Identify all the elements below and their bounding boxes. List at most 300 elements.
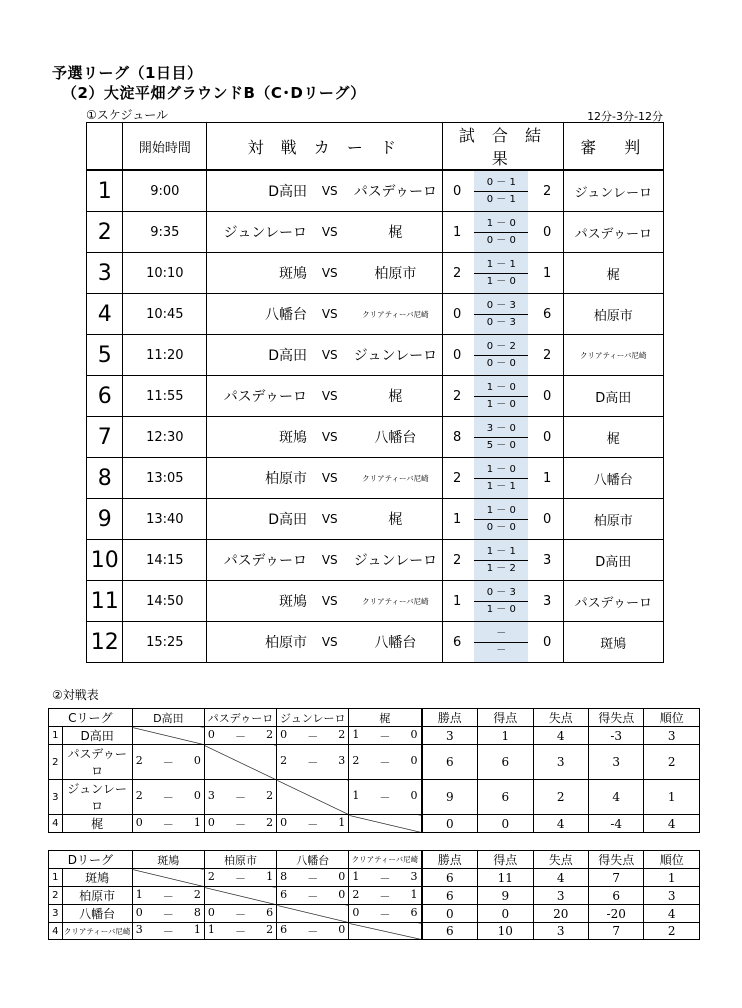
half-scores	[471, 335, 532, 376]
dash: －	[307, 756, 319, 769]
second-half-score: 1 － 0	[486, 398, 516, 410]
home-score: 6	[443, 622, 471, 663]
goals-for: 0	[135, 815, 143, 829]
league-row	[49, 905, 700, 923]
dash: －	[235, 791, 246, 804]
away-score: 6	[532, 294, 563, 335]
stat-value: 0	[422, 905, 478, 923]
home-team: D高田	[207, 499, 311, 540]
dash: －	[235, 729, 246, 743]
stat-value: 6	[478, 780, 533, 815]
result-cell	[204, 815, 276, 833]
page-title: 予選リーグ（1日目）	[52, 64, 203, 82]
stat-header: 得点	[478, 851, 533, 869]
stat-value: 3	[533, 923, 588, 940]
goals-for: 2	[207, 869, 215, 883]
team-name: ジュンレーロ	[62, 780, 132, 815]
match-time: 10:10	[123, 253, 207, 294]
self-match-cell	[132, 869, 204, 887]
row-index: 4	[49, 815, 63, 833]
result-cell	[132, 745, 204, 780]
versus-label: VS	[311, 540, 349, 581]
first-half-score: 0 － 3	[474, 585, 528, 602]
stat-value: 4	[533, 869, 588, 887]
match-number: 9	[87, 499, 123, 540]
match-time: 11:55	[123, 376, 207, 417]
stat-value: 9	[422, 780, 478, 815]
league-title: Cリーグ	[49, 709, 133, 727]
result-cell	[349, 869, 422, 887]
goals-against: 0	[410, 789, 418, 802]
stat-value: 4	[644, 905, 700, 923]
away-team: クリアティーバ尼崎	[349, 294, 443, 335]
stat-value: 1	[644, 780, 700, 815]
goals-against: 1	[410, 887, 418, 901]
half-scores	[471, 376, 532, 417]
away-score: 1	[532, 458, 563, 499]
referee: パスデゥーロ	[563, 581, 663, 622]
first-half-score: 1 － 1	[474, 257, 528, 274]
opponent-header: 八幡台	[277, 851, 349, 869]
half-scores	[471, 417, 532, 458]
self-match-cell	[204, 745, 276, 780]
goals-for: 8	[280, 869, 288, 883]
away-team: 梶	[349, 212, 443, 253]
first-half-score: －	[474, 626, 528, 643]
match-time: 13:40	[123, 499, 207, 540]
league-header	[49, 851, 700, 869]
match-row	[87, 581, 664, 622]
home-score: 2	[443, 376, 471, 417]
goals-against: 1	[193, 815, 201, 829]
stat-value: 20	[533, 905, 588, 923]
away-score: 3	[532, 581, 563, 622]
dash: －	[379, 871, 391, 885]
stat-value: 3	[533, 887, 588, 905]
d-league-table	[48, 850, 700, 940]
goals-for: 2	[280, 754, 288, 767]
stat-value: 3	[422, 727, 478, 745]
match-number: 7	[87, 417, 123, 458]
stat-header: 順位	[644, 851, 700, 869]
result-cell	[349, 887, 422, 905]
dash: －	[307, 889, 319, 903]
goals-against: 0	[338, 887, 346, 901]
home-score: 8	[443, 417, 471, 458]
goals-against: 1	[338, 815, 346, 829]
half-scores	[471, 581, 532, 622]
dash: －	[162, 756, 174, 769]
self-match-cell	[277, 905, 349, 923]
referee: 梶	[563, 417, 663, 458]
versus-label: VS	[311, 170, 349, 212]
goals-for: 1	[135, 887, 143, 901]
dash: －	[379, 756, 391, 769]
row-index: 2	[49, 887, 63, 905]
referee: D高田	[563, 540, 663, 581]
away-team: 八幡台	[349, 622, 443, 663]
match-row	[87, 499, 664, 540]
half-scores	[471, 294, 532, 335]
league-row	[49, 869, 700, 887]
self-match-cell	[132, 727, 204, 745]
away-team: クリアティーバ尼崎	[349, 458, 443, 499]
home-team: 柏原市	[207, 622, 311, 663]
versus-label: VS	[311, 212, 349, 253]
dash: －	[379, 889, 391, 903]
match-row	[87, 294, 664, 335]
home-team: ジュンレーロ	[207, 212, 311, 253]
result-cell	[204, 905, 276, 923]
home-team: 柏原市	[207, 458, 311, 499]
dash: －	[235, 817, 246, 831]
goals-against: 0	[338, 923, 346, 936]
stat-header: 得点	[478, 709, 533, 727]
result-cell	[132, 815, 204, 833]
stat-value: 2	[644, 745, 700, 780]
dash: －	[379, 791, 391, 804]
away-score: 0	[532, 417, 563, 458]
away-team: 梶	[349, 376, 443, 417]
goals-against: 6	[410, 905, 418, 919]
goals-against: 0	[338, 869, 346, 883]
result-cell	[349, 745, 422, 780]
home-team: 八幡台	[207, 294, 311, 335]
result-cell	[277, 923, 349, 940]
header-start: 開始時間	[123, 123, 207, 171]
match-number: 8	[87, 458, 123, 499]
goals-for: 2	[352, 887, 360, 901]
result-cell	[204, 923, 276, 940]
match-number: 12	[87, 622, 123, 663]
dash: －	[162, 907, 174, 921]
goals-for: 0	[207, 905, 215, 919]
stat-value: 0	[422, 815, 478, 833]
half-scores	[471, 622, 532, 663]
opponent-header: ジュンレーロ	[277, 709, 349, 727]
referee: クリアティーバ尼崎	[563, 335, 663, 376]
stat-header: 得失点	[588, 709, 643, 727]
stat-value: 10	[478, 923, 533, 940]
league-row	[49, 887, 700, 905]
second-half-score: 5 － 0	[486, 439, 516, 451]
dash: －	[162, 817, 174, 831]
second-half-score: 0 － 1	[486, 193, 516, 205]
goals-against: 0	[193, 789, 201, 802]
c-league-table	[48, 708, 700, 833]
dash: －	[307, 925, 319, 938]
match-row	[87, 417, 664, 458]
away-team: パスデゥーロ	[349, 170, 443, 212]
goals-against: 0	[410, 754, 418, 767]
goals-for: 2	[135, 754, 143, 767]
goals-for: 0	[207, 727, 215, 741]
league-row	[49, 727, 700, 745]
goals-for: 6	[280, 923, 288, 936]
away-score: 2	[532, 170, 563, 212]
row-index: 3	[49, 905, 63, 923]
stat-value: 3	[533, 745, 588, 780]
opponent-header: 柏原市	[204, 851, 276, 869]
referee: ジュンレーロ	[563, 170, 663, 212]
second-half-score: 1 － 0	[486, 275, 516, 287]
versus-label: VS	[311, 581, 349, 622]
home-score: 0	[443, 335, 471, 376]
home-team: 斑鳩	[207, 253, 311, 294]
result-cell	[277, 869, 349, 887]
goals-against: 6	[266, 905, 274, 919]
league-title: Dリーグ	[49, 851, 133, 869]
stat-value: 3	[644, 727, 700, 745]
goals-for: 1	[352, 869, 360, 883]
result-cell	[204, 780, 276, 815]
league-row	[49, 780, 700, 815]
result-cell	[349, 905, 422, 923]
home-team: 斑鳩	[207, 417, 311, 458]
stat-value: 6	[422, 745, 478, 780]
home-score: 2	[443, 458, 471, 499]
stat-value: 6	[422, 923, 478, 940]
first-half-score: 1 － 0	[474, 380, 528, 397]
second-half-score: 0 － 3	[486, 316, 516, 328]
stat-value: 7	[588, 869, 643, 887]
dash: －	[235, 907, 246, 921]
goals-for: 0	[280, 815, 288, 829]
away-team: ジュンレーロ	[349, 335, 443, 376]
league-header	[49, 709, 700, 727]
match-time: 10:45	[123, 294, 207, 335]
stat-value: 1	[478, 727, 533, 745]
goals-against: 2	[193, 887, 201, 901]
match-number: 3	[87, 253, 123, 294]
goals-against: 0	[193, 754, 201, 767]
match-row	[87, 458, 664, 499]
league-row	[49, 923, 700, 940]
goals-for: 0	[280, 727, 288, 741]
dash: －	[162, 889, 174, 903]
second-half-score: 0 － 0	[486, 357, 516, 369]
dash: －	[235, 871, 246, 885]
stat-header: 得失点	[588, 851, 643, 869]
match-number: 2	[87, 212, 123, 253]
stat-value: 0	[478, 905, 533, 923]
referee: 斑鳩	[563, 622, 663, 663]
team-name: パスデゥーロ	[62, 745, 132, 780]
header-blank	[87, 123, 123, 171]
dash: －	[162, 791, 174, 804]
second-half-score: 1 － 2	[486, 562, 516, 574]
self-match-cell	[349, 923, 422, 940]
versus-label: VS	[311, 499, 349, 540]
second-half-score: 1 － 0	[486, 603, 516, 615]
match-number: 5	[87, 335, 123, 376]
half-scores	[471, 212, 532, 253]
result-cell	[204, 727, 276, 745]
goals-against: 2	[266, 815, 274, 829]
goals-for: 6	[280, 887, 288, 901]
venue-title: （2）大淀平畑グラウンドB（C･Dリーグ）	[62, 84, 366, 102]
referee: 柏原市	[563, 294, 663, 335]
row-index: 4	[49, 923, 63, 940]
match-format: 12分-3分-12分	[587, 110, 663, 123]
stat-value: 2	[644, 923, 700, 940]
away-team: 八幡台	[349, 417, 443, 458]
team-name: 柏原市	[62, 887, 132, 905]
first-half-score: 0 － 2	[474, 339, 528, 356]
stat-header: 失点	[533, 709, 588, 727]
versus-label: VS	[311, 335, 349, 376]
match-number: 6	[87, 376, 123, 417]
second-half-score: 1 － 1	[486, 480, 516, 492]
goals-for: 2	[135, 789, 143, 802]
away-score: 3	[532, 540, 563, 581]
half-scores	[471, 170, 532, 212]
opponent-header: クリアティーバ尼崎	[349, 851, 422, 869]
result-cell	[132, 780, 204, 815]
match-number: 1	[87, 170, 123, 212]
away-score: 2	[532, 335, 563, 376]
row-index: 1	[49, 869, 63, 887]
goals-for: 0	[352, 905, 360, 919]
match-time: 14:15	[123, 540, 207, 581]
row-index: 1	[49, 727, 63, 745]
self-match-cell	[277, 780, 349, 815]
goals-against: 0	[410, 727, 418, 741]
league-row	[49, 815, 700, 833]
home-score: 2	[443, 540, 471, 581]
match-row	[87, 170, 664, 212]
goals-against: 2	[266, 789, 274, 802]
stat-value: -4	[588, 815, 643, 833]
stat-value: 3	[644, 887, 700, 905]
home-score: 1	[443, 581, 471, 622]
away-team: ジュンレーロ	[349, 540, 443, 581]
goals-for: 2	[352, 754, 360, 767]
goals-for: 1	[207, 923, 215, 936]
home-team: D高田	[207, 335, 311, 376]
opponent-header: D高田	[132, 709, 204, 727]
team-name: D高田	[62, 727, 132, 745]
home-team: パスデゥーロ	[207, 376, 311, 417]
result-cell	[132, 905, 204, 923]
result-cell	[349, 727, 422, 745]
half-scores	[471, 540, 532, 581]
dash: －	[162, 925, 174, 938]
match-time: 12:30	[123, 417, 207, 458]
match-row	[87, 253, 664, 294]
versus-label: VS	[311, 253, 349, 294]
first-half-score: 0 － 1	[474, 175, 528, 192]
team-name: クリアティーバ尼崎	[62, 923, 132, 940]
dash: －	[307, 817, 319, 831]
stat-header: 順位	[644, 709, 700, 727]
stat-value: 4	[644, 815, 700, 833]
stat-header: 勝点	[422, 851, 478, 869]
first-half-score: 0 － 3	[474, 298, 528, 315]
match-number: 4	[87, 294, 123, 335]
match-time: 13:05	[123, 458, 207, 499]
first-half-score: 3 － 0	[474, 421, 528, 438]
opponent-header: 梶	[349, 709, 422, 727]
stat-value: -3	[588, 727, 643, 745]
home-score: 0	[443, 294, 471, 335]
referee: 梶	[563, 253, 663, 294]
home-team: パスデゥーロ	[207, 540, 311, 581]
stat-header: 勝点	[422, 709, 478, 727]
row-index: 2	[49, 745, 63, 780]
header-card: 対 戦 カ ー ド	[207, 123, 443, 171]
goals-against: 3	[338, 754, 346, 767]
half-scores	[471, 499, 532, 540]
self-match-cell	[204, 887, 276, 905]
versus-label: VS	[311, 376, 349, 417]
stat-value: 4	[588, 780, 643, 815]
away-score: 0	[532, 376, 563, 417]
versus-label: VS	[311, 622, 349, 663]
first-half-score: 1 － 1	[474, 544, 528, 561]
dash: －	[307, 871, 319, 885]
match-time: 15:25	[123, 622, 207, 663]
match-time: 14:50	[123, 581, 207, 622]
dash: －	[379, 729, 391, 743]
goals-against: 1	[193, 923, 201, 936]
match-row	[87, 540, 664, 581]
opponent-header: 斑鳩	[132, 851, 204, 869]
result-cell	[132, 887, 204, 905]
goals-for: 3	[135, 923, 143, 936]
row-index: 3	[49, 780, 63, 815]
match-time: 11:20	[123, 335, 207, 376]
stat-value: 2	[533, 780, 588, 815]
goals-for: 0	[135, 905, 143, 919]
team-name: 斑鳩	[62, 869, 132, 887]
self-match-cell	[349, 815, 422, 833]
away-team: 梶	[349, 499, 443, 540]
dash: －	[235, 925, 246, 938]
second-half-score: 0 － 0	[486, 521, 516, 533]
second-half-score: －	[496, 644, 507, 656]
home-score: 1	[443, 499, 471, 540]
goals-for: 0	[207, 815, 215, 829]
stat-value: 6	[588, 887, 643, 905]
standings-label: ②対戦表	[52, 688, 99, 702]
stat-value: 6	[422, 887, 478, 905]
match-number: 10	[87, 540, 123, 581]
header-referee: 審 判	[563, 123, 663, 171]
second-half-score: 0 － 0	[486, 234, 516, 246]
goals-against: 1	[266, 869, 274, 883]
home-score: 0	[443, 170, 471, 212]
away-score: 0	[532, 212, 563, 253]
league-row	[49, 745, 700, 780]
goals-against: 2	[266, 727, 274, 741]
first-half-score: 1 － 0	[474, 503, 528, 520]
away-team: クリアティーバ尼崎	[349, 581, 443, 622]
stat-value: 4	[533, 727, 588, 745]
referee: パスデゥーロ	[563, 212, 663, 253]
goals-against: 8	[193, 905, 201, 919]
match-row	[87, 376, 664, 417]
goals-against: 2	[338, 727, 346, 741]
home-score: 1	[443, 212, 471, 253]
result-cell	[132, 923, 204, 940]
stat-value: 11	[478, 869, 533, 887]
home-team: 斑鳩	[207, 581, 311, 622]
team-name: 梶	[62, 815, 132, 833]
result-cell	[349, 780, 422, 815]
away-score: 0	[532, 499, 563, 540]
dash: －	[307, 729, 319, 743]
